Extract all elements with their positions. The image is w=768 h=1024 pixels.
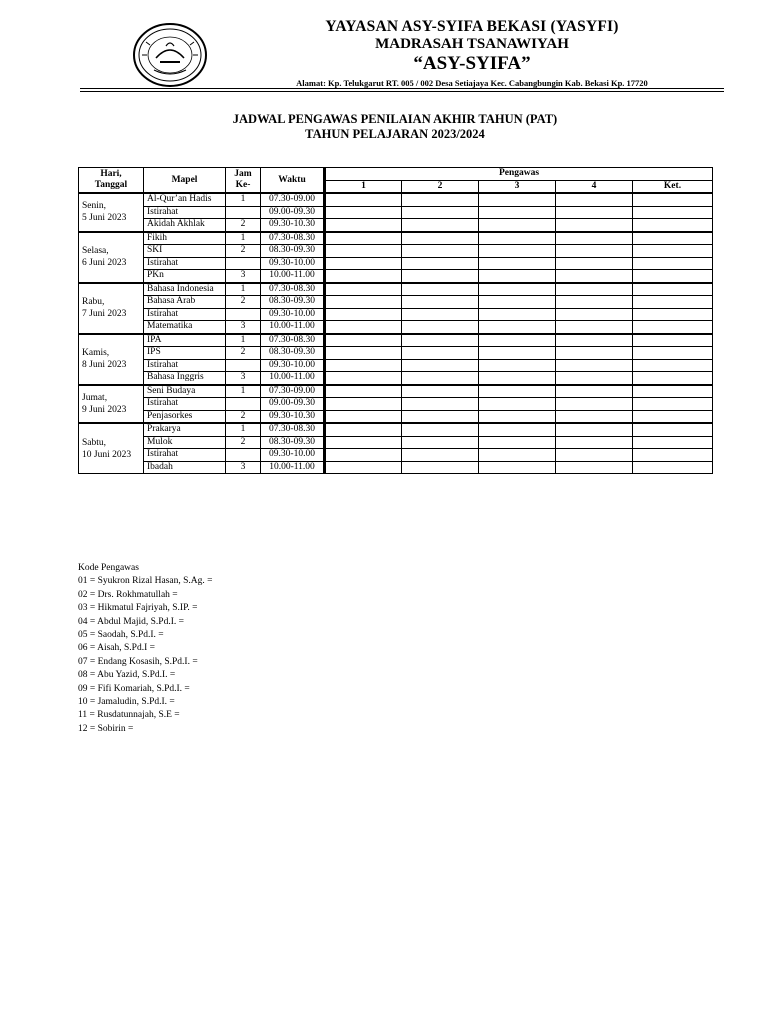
notes-cell[interactable] xyxy=(633,308,713,321)
notes-cell[interactable] xyxy=(633,372,713,385)
header-time: Waktu xyxy=(261,168,325,194)
supervisor-cell-1[interactable] xyxy=(325,461,402,474)
supervisor-cell-4[interactable] xyxy=(556,436,633,449)
header-col-1: 1 xyxy=(325,180,402,193)
notes-cell[interactable] xyxy=(633,206,713,219)
notes-cell[interactable] xyxy=(633,423,713,436)
supervisor-cell-3[interactable] xyxy=(479,436,556,449)
supervisor-code-item: 08 = Abu Yazid, S.Pd.I. = xyxy=(78,670,176,681)
supervisor-cell-3[interactable] xyxy=(479,334,556,347)
supervisor-cell-4[interactable] xyxy=(556,193,633,206)
time-cell: 10.00-11.00 xyxy=(261,461,325,474)
supervisor-cell-3[interactable] xyxy=(479,257,556,270)
codes-title: Kode Pengawas xyxy=(78,563,139,573)
supervisor-cell-3[interactable] xyxy=(479,308,556,321)
supervisor-cell-3[interactable] xyxy=(479,245,556,258)
supervisor-cell-2[interactable] xyxy=(402,461,479,474)
notes-cell[interactable] xyxy=(633,359,713,372)
supervisor-cell-2[interactable] xyxy=(402,334,479,347)
supervisor-cell-1[interactable] xyxy=(325,296,402,309)
supervisor-cell-4[interactable] xyxy=(556,334,633,347)
time-cell: 07.30-08.30 xyxy=(261,423,325,436)
time-cell: 09.00-09.30 xyxy=(261,206,325,219)
supervisor-cell-4[interactable] xyxy=(556,347,633,360)
notes-cell[interactable] xyxy=(633,283,713,296)
period-cell: 2 xyxy=(226,219,261,232)
supervisor-cell-4[interactable] xyxy=(556,219,633,232)
table-row xyxy=(79,461,713,474)
supervisor-cell-1[interactable] xyxy=(325,257,402,270)
supervisor-cell-3[interactable] xyxy=(479,385,556,398)
supervisor-cell-3[interactable] xyxy=(479,449,556,462)
time-cell: 07.30-08.30 xyxy=(261,283,325,296)
supervisor-cell-2[interactable] xyxy=(402,372,479,385)
supervisor-cell-4[interactable] xyxy=(556,423,633,436)
header-col-2: 2 xyxy=(402,180,479,193)
period-cell: 1 xyxy=(226,334,261,347)
time-cell: 07.30-09.00 xyxy=(261,385,325,398)
notes-cell[interactable] xyxy=(633,219,713,232)
supervisor-code-item: 03 = Hikmatul Fajriyah, S.IP. = xyxy=(78,603,198,614)
supervisor-cell-4[interactable] xyxy=(556,398,633,411)
subject-cell: Ibadah xyxy=(144,461,226,474)
foundation-name: YAYASAN ASY-SYIFA BEKASI (YASYFI) xyxy=(325,18,619,35)
time-cell: 10.00-11.00 xyxy=(261,270,325,283)
table-row xyxy=(79,308,713,321)
subject-cell: Istirahat xyxy=(144,359,226,372)
supervisor-cell-2[interactable] xyxy=(402,423,479,436)
subject-cell: Istirahat xyxy=(144,398,226,411)
supervisor-cell-2[interactable] xyxy=(402,219,479,232)
notes-cell[interactable] xyxy=(633,398,713,411)
period-cell: 3 xyxy=(226,461,261,474)
table-row xyxy=(79,193,713,206)
table-row xyxy=(79,398,713,411)
subject-cell: Al-Qur’an Hadis xyxy=(144,193,226,206)
table-row xyxy=(79,270,713,283)
day-date: 6 Juni 2023 xyxy=(82,258,127,268)
notes-cell[interactable] xyxy=(633,410,713,423)
day-cell xyxy=(79,334,144,385)
supervisor-code-item: 07 = Endang Kosasih, S.Pd.I. = xyxy=(78,656,198,667)
period-cell: 1 xyxy=(226,423,261,436)
school-address: Alamat: Kp. Telukgarut RT. 005 / 002 Desa Setiajaya Kec. Cabangbungin Kab. Bekasi Kp. 17720 xyxy=(296,78,648,88)
supervisor-schedule-table xyxy=(78,167,713,474)
supervisor-cell-3[interactable] xyxy=(479,219,556,232)
period-cell: 3 xyxy=(226,372,261,385)
table-row xyxy=(79,423,713,436)
title-line-2: TAHUN PELAJARAN 2023/2024 xyxy=(305,127,485,141)
time-cell: 08.30-09.30 xyxy=(261,245,325,258)
time-cell: 10.00-11.00 xyxy=(261,372,325,385)
supervisor-cell-4[interactable] xyxy=(556,206,633,219)
supervisor-cell-3[interactable] xyxy=(479,232,556,245)
period-cell: 3 xyxy=(226,270,261,283)
header-divider-second xyxy=(80,91,724,92)
header-period: Jam Ke- xyxy=(226,168,261,194)
notes-cell[interactable] xyxy=(633,436,713,449)
supervisor-code-item: 01 = Syukron Rizal Hasan, S.Ag. = xyxy=(78,576,213,587)
supervisor-code-item: 10 = Jamaludin, S.Pd.I. = xyxy=(78,697,175,708)
time-cell: 07.30-08.30 xyxy=(261,232,325,245)
supervisor-cell-3[interactable] xyxy=(479,347,556,360)
day-cell xyxy=(79,385,144,424)
supervisor-code-item: 06 = Aisah, S.Pd.I = xyxy=(78,643,155,654)
header-supervisors: Pengawas xyxy=(325,168,713,181)
supervisor-cell-1[interactable] xyxy=(325,193,402,206)
supervisor-cell-4[interactable] xyxy=(556,359,633,372)
header-col-notes: Ket. xyxy=(633,180,713,193)
header-col-3: 3 xyxy=(479,180,556,193)
table-row xyxy=(79,347,713,360)
subject-cell: Istirahat xyxy=(144,206,226,219)
supervisor-cell-2[interactable] xyxy=(402,359,479,372)
supervisor-cell-1[interactable] xyxy=(325,270,402,283)
subject-cell: Matematika xyxy=(144,321,226,334)
letterhead xyxy=(80,16,724,92)
period-cell xyxy=(226,206,261,219)
period-cell xyxy=(226,257,261,270)
supervisor-cell-3[interactable] xyxy=(479,193,556,206)
supervisor-cell-1[interactable] xyxy=(325,219,402,232)
subject-cell: Seni Budaya xyxy=(144,385,226,398)
subject-cell: IPA xyxy=(144,334,226,347)
day-name: Rabu, xyxy=(82,297,105,307)
period-cell: 2 xyxy=(226,436,261,449)
supervisor-cell-2[interactable] xyxy=(402,206,479,219)
supervisor-cell-4[interactable] xyxy=(556,283,633,296)
supervisor-cell-3[interactable] xyxy=(479,423,556,436)
notes-cell[interactable] xyxy=(633,449,713,462)
supervisor-cell-1[interactable] xyxy=(325,423,402,436)
notes-cell[interactable] xyxy=(633,334,713,347)
table-row xyxy=(79,385,713,398)
supervisor-cell-1[interactable] xyxy=(325,398,402,411)
supervisor-cell-4[interactable] xyxy=(556,372,633,385)
supervisor-cell-1[interactable] xyxy=(325,372,402,385)
day-name: Sabtu, xyxy=(82,437,107,448)
notes-cell[interactable] xyxy=(633,193,713,206)
supervisor-cell-2[interactable] xyxy=(402,193,479,206)
supervisor-code-item: 02 = Drs. Rokhmatullah = xyxy=(78,589,178,600)
subject-cell: PKn xyxy=(144,270,226,283)
title-line-1: JADWAL PENGAWAS PENILAIAN AKHIR TAHUN (PAT) xyxy=(232,112,558,126)
supervisor-cell-2[interactable] xyxy=(402,296,479,309)
supervisor-cell-4[interactable] xyxy=(556,245,633,258)
table-row xyxy=(79,219,713,232)
document-title xyxy=(78,112,712,142)
supervisor-cell-4[interactable] xyxy=(556,270,633,283)
supervisor-cell-1[interactable] xyxy=(325,436,402,449)
time-cell: 09.30-10.00 xyxy=(261,308,325,321)
table-row xyxy=(79,359,713,372)
supervisor-cell-2[interactable] xyxy=(402,308,479,321)
supervisor-cell-2[interactable] xyxy=(402,449,479,462)
schedule-body xyxy=(79,193,713,474)
supervisor-cell-4[interactable] xyxy=(556,257,633,270)
supervisor-cell-2[interactable] xyxy=(402,347,479,360)
supervisor-cell-1[interactable] xyxy=(325,347,402,360)
supervisor-cell-1[interactable] xyxy=(325,308,402,321)
period-cell xyxy=(226,398,261,411)
supervisor-cell-3[interactable] xyxy=(479,206,556,219)
day-cell xyxy=(79,283,144,334)
supervisor-cell-3[interactable] xyxy=(479,461,556,474)
supervisor-code-item: 12 = Sobirin = xyxy=(78,723,134,734)
supervisor-cell-1[interactable] xyxy=(325,449,402,462)
letterhead-text xyxy=(80,18,724,90)
subject-cell: Penjasorkes xyxy=(144,410,226,423)
day-date: 5 Juni 2023 xyxy=(82,213,127,224)
supervisor-cell-1[interactable] xyxy=(325,359,402,372)
table-row xyxy=(79,334,713,347)
supervisor-cell-1[interactable] xyxy=(325,410,402,423)
period-cell: 2 xyxy=(226,410,261,423)
supervisor-cell-1[interactable] xyxy=(325,334,402,347)
time-cell: 09.30-10.00 xyxy=(261,359,325,372)
day-cell xyxy=(79,423,144,474)
table-row xyxy=(79,321,713,334)
notes-cell[interactable] xyxy=(633,232,713,245)
table-row xyxy=(79,436,713,449)
supervisor-cell-3[interactable] xyxy=(479,283,556,296)
day-name: Jumat, xyxy=(82,392,108,403)
supervisor-cell-2[interactable] xyxy=(402,283,479,296)
time-cell: 09.00-09.30 xyxy=(261,398,325,411)
notes-cell[interactable] xyxy=(633,245,713,258)
supervisor-cell-2[interactable] xyxy=(402,436,479,449)
supervisor-code-item: 11 = Rusdatunnajah, S.E = xyxy=(78,710,180,721)
notes-cell[interactable] xyxy=(633,347,713,360)
table-row xyxy=(79,257,713,270)
period-cell: 1 xyxy=(226,385,261,398)
supervisor-cell-2[interactable] xyxy=(402,257,479,270)
subject-cell: Bahasa Inggris xyxy=(144,372,226,385)
subject-cell: Istirahat xyxy=(144,308,226,321)
period-cell xyxy=(226,308,261,321)
supervisor-cell-3[interactable] xyxy=(479,359,556,372)
day-date: 8 Juni 2023 xyxy=(82,360,127,370)
supervisor-cell-4[interactable] xyxy=(556,449,633,462)
header-subject: Mapel xyxy=(144,168,226,194)
time-cell: 07.30-09.00 xyxy=(261,193,325,206)
day-date: 10 Juni 2023 xyxy=(82,449,132,460)
supervisor-cell-2[interactable] xyxy=(402,245,479,258)
day-date: 7 Juni 2023 xyxy=(82,309,127,319)
supervisor-cell-2[interactable] xyxy=(402,385,479,398)
supervisor-cell-1[interactable] xyxy=(325,232,402,245)
supervisor-cell-4[interactable] xyxy=(556,232,633,245)
time-cell: 09.30-10.30 xyxy=(261,410,325,423)
notes-cell[interactable] xyxy=(633,257,713,270)
school-type: MADRASAH TSANAWIYAH xyxy=(375,36,569,52)
supervisor-code-item: 04 = Abdul Majid, S.Pd.I. = xyxy=(78,616,184,627)
time-cell: 07.30-08.30 xyxy=(261,334,325,347)
notes-cell[interactable] xyxy=(633,321,713,334)
supervisor-cell-4[interactable] xyxy=(556,385,633,398)
time-cell: 09.30-10.30 xyxy=(261,219,325,232)
period-cell: 1 xyxy=(226,193,261,206)
table-row xyxy=(79,206,713,219)
supervisor-cell-3[interactable] xyxy=(479,321,556,334)
school-name: “ASY-SYIFA” xyxy=(413,53,531,74)
subject-cell: SKI xyxy=(144,245,226,258)
supervisor-cell-2[interactable] xyxy=(402,321,479,334)
period-cell: 2 xyxy=(226,347,261,360)
table-row xyxy=(79,232,713,245)
subject-cell: Istirahat xyxy=(144,449,226,462)
table-row xyxy=(79,245,713,258)
notes-cell[interactable] xyxy=(633,296,713,309)
day-date: 9 Juni 2023 xyxy=(82,404,127,415)
period-cell: 1 xyxy=(226,232,261,245)
supervisor-cell-1[interactable] xyxy=(325,245,402,258)
supervisor-code-item: 09 = Fifi Komariah, S.Pd.I. = xyxy=(78,683,190,694)
subject-cell: Akidah Akhlak xyxy=(144,219,226,232)
table-row xyxy=(79,283,713,296)
supervisor-code-item: 05 = Saodah, S.Pd.I. = xyxy=(78,630,164,641)
codes-list xyxy=(78,575,212,736)
supervisor-cell-3[interactable] xyxy=(479,372,556,385)
subject-cell: Prakarya xyxy=(144,423,226,436)
period-cell: 1 xyxy=(226,283,261,296)
supervisor-cell-4[interactable] xyxy=(556,308,633,321)
time-cell: 10.00-11.00 xyxy=(261,321,325,334)
supervisor-cell-1[interactable] xyxy=(325,385,402,398)
subject-cell: Istirahat xyxy=(144,257,226,270)
day-cell xyxy=(79,193,144,232)
table-row xyxy=(79,410,713,423)
supervisor-cell-2[interactable] xyxy=(402,410,479,423)
notes-cell[interactable] xyxy=(633,461,713,474)
supervisor-cell-3[interactable] xyxy=(479,410,556,423)
supervisor-cell-2[interactable] xyxy=(402,232,479,245)
notes-cell[interactable] xyxy=(633,385,713,398)
supervisor-cell-4[interactable] xyxy=(556,410,633,423)
supervisor-cell-3[interactable] xyxy=(479,398,556,411)
day-name: Selasa, xyxy=(82,246,109,256)
table-row xyxy=(79,372,713,385)
supervisor-cell-1[interactable] xyxy=(325,206,402,219)
notes-cell[interactable] xyxy=(633,270,713,283)
subject-cell: IPS xyxy=(144,347,226,360)
supervisor-cell-2[interactable] xyxy=(402,270,479,283)
supervisor-cell-2[interactable] xyxy=(402,398,479,411)
subject-cell: Bahasa Indonesia xyxy=(144,283,226,296)
header-col-4: 4 xyxy=(556,180,633,193)
period-cell: 3 xyxy=(226,321,261,334)
day-name: Senin, xyxy=(82,201,107,212)
supervisor-cell-1[interactable] xyxy=(325,321,402,334)
table-row xyxy=(79,449,713,462)
time-cell: 08.30-09.30 xyxy=(261,347,325,360)
time-cell: 08.30-09.30 xyxy=(261,436,325,449)
day-cell xyxy=(79,232,144,283)
supervisor-cell-4[interactable] xyxy=(556,321,633,334)
period-cell: 2 xyxy=(226,245,261,258)
supervisor-cell-3[interactable] xyxy=(479,270,556,283)
header-divider xyxy=(80,88,724,89)
supervisor-cell-3[interactable] xyxy=(479,296,556,309)
subject-cell: Fikih xyxy=(144,232,226,245)
supervisor-cell-4[interactable] xyxy=(556,461,633,474)
supervisor-codes xyxy=(78,562,212,736)
day-name: Kamis, xyxy=(82,348,110,358)
time-cell: 09.30-10.00 xyxy=(261,257,325,270)
time-cell: 08.30-09.30 xyxy=(261,296,325,309)
subject-cell: Mulok xyxy=(144,436,226,449)
supervisor-cell-1[interactable] xyxy=(325,283,402,296)
header-day: Hari, Tanggal xyxy=(79,168,144,194)
time-cell: 09.30-10.00 xyxy=(261,449,325,462)
period-cell: 2 xyxy=(226,296,261,309)
period-cell xyxy=(226,449,261,462)
period-cell xyxy=(226,359,261,372)
supervisor-cell-4[interactable] xyxy=(556,296,633,309)
subject-cell: Bahasa Arab xyxy=(144,296,226,309)
table-row xyxy=(79,296,713,309)
